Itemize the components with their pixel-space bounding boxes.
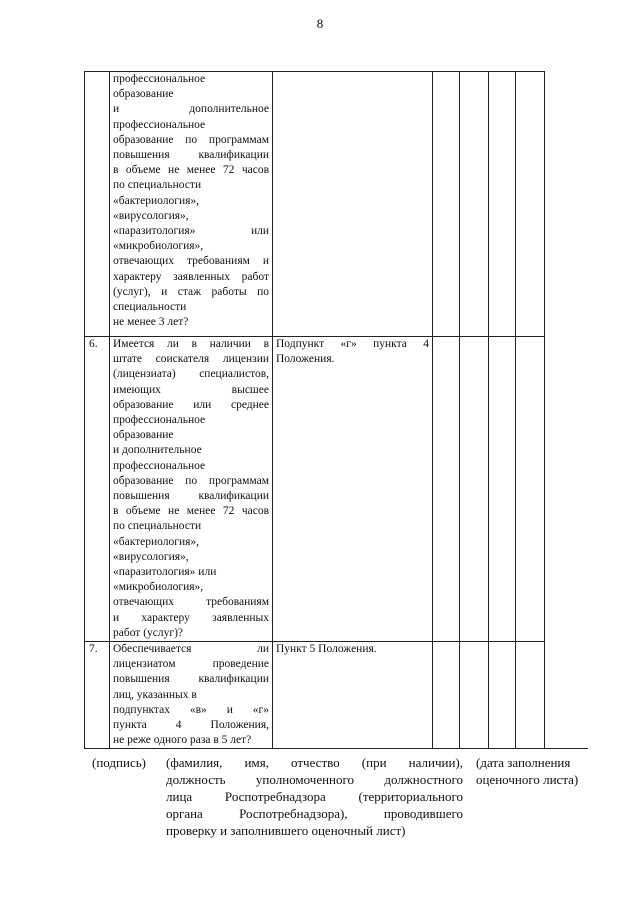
text-line: отвечающих требованиям: [113, 596, 269, 609]
text-line: и характеру заявленных: [113, 611, 269, 624]
text-line: «вирусология»,: [113, 209, 189, 222]
text-line: образование: [113, 429, 174, 442]
text-line: Обеспечивается ли: [113, 643, 269, 656]
text-line: профессиональное: [113, 118, 206, 131]
text-line: лица Роспотребнадзора (территориального: [166, 789, 463, 804]
text-line: работ (услуг)?: [113, 626, 184, 639]
text-line: «бактериология»,: [113, 535, 200, 548]
text-line: в объеме не менее 72 часов: [113, 164, 269, 177]
text-line: (услуг), и стаж работы по: [113, 285, 269, 298]
text-line: лиц, указанных в: [113, 688, 197, 701]
row-number: 7.: [85, 642, 110, 749]
text-line: по специальности: [113, 520, 202, 533]
date-caption: [476, 754, 606, 788]
text-line: образование или среднее: [113, 398, 269, 411]
text-line: оценочного листа): [476, 772, 579, 787]
text-line: в объеме не менее 72 часов: [113, 505, 269, 518]
table-row: [85, 72, 545, 337]
text-line: повышения квалификации: [113, 490, 269, 503]
text-line: «паразитология» или: [113, 566, 217, 579]
answer-na-cell[interactable]: [489, 337, 516, 642]
text-line: профессиональное: [113, 73, 206, 85]
text-line: пункта 4 Положения,: [113, 719, 269, 732]
text-line: Положения.: [276, 353, 335, 366]
answer-no-cell[interactable]: [460, 72, 489, 337]
table-row: [85, 337, 545, 642]
row-number: 6.: [85, 337, 110, 642]
row-number: [85, 72, 110, 337]
signature-label: (подпись): [92, 755, 146, 770]
requirement-question: [110, 337, 273, 642]
text-line: образование по программам: [113, 474, 269, 487]
text-line: (фамилия, имя, отчество (при наличии),: [166, 755, 463, 770]
answer-yes-cell[interactable]: [433, 72, 460, 337]
text-line: «бактериология»,: [113, 194, 200, 207]
legal-reference: [273, 72, 433, 337]
text-line: Пункт 5 Положения.: [276, 643, 377, 656]
answer-no-cell[interactable]: [460, 642, 489, 749]
text-line: образование: [113, 88, 174, 101]
notes-cell[interactable]: [516, 642, 545, 749]
requirement-question: [110, 642, 273, 749]
text-line: органа Роспотребнадзора), проводившего: [166, 806, 463, 821]
legal-reference: [273, 337, 433, 642]
text-line: «микробиология»,: [113, 240, 204, 253]
text-line: лицензиатом проведение: [113, 658, 269, 671]
notes-cell[interactable]: [516, 337, 545, 642]
text-line: «микробиология»,: [113, 581, 204, 594]
text-line: отвечающих требованиям и: [113, 255, 269, 268]
text-line: образование по программам: [113, 133, 269, 146]
name-line: [166, 748, 466, 749]
checklist-table: [84, 71, 545, 749]
text-line: специальности: [113, 301, 187, 314]
text-line: «вирусология»,: [113, 550, 189, 563]
text-line: и дополнительное: [113, 103, 269, 116]
text-line: имеющих высшее: [113, 383, 269, 396]
text-line: проверку и заполнившего оценочный лист): [166, 823, 406, 838]
text-line: (дата заполнения: [476, 755, 571, 770]
answer-no-cell[interactable]: [460, 337, 489, 642]
text-line: Подпункт «г» пункта 4: [276, 338, 429, 350]
answer-yes-cell[interactable]: [433, 337, 460, 642]
text-line: профессиональное: [113, 414, 206, 427]
legal-reference: [273, 642, 433, 749]
text-line: не реже одного раза в 5 лет?: [113, 734, 252, 747]
answer-yes-cell[interactable]: [433, 642, 460, 749]
notes-cell[interactable]: [516, 72, 545, 337]
text-line: (лицензиата) специалистов,: [113, 368, 269, 381]
text-line: должность уполномоченного должностного: [166, 772, 463, 787]
text-line: не менее 3 лет?: [113, 316, 189, 329]
text-line: повышения квалификации: [113, 149, 269, 162]
text-line: штате соискателя лицензии: [113, 353, 269, 366]
page-number: 8: [316, 16, 324, 31]
text-line: Имеется ли в наличии в: [113, 338, 269, 350]
text-line: подпунктах «в» и «г»: [113, 703, 269, 716]
answer-na-cell[interactable]: [489, 642, 516, 749]
text-line: повышения квалификации: [113, 673, 269, 686]
text-line: по специальности: [113, 179, 202, 192]
text-line: и дополнительное: [113, 444, 202, 457]
inspector-name-caption: [166, 754, 463, 839]
answer-na-cell[interactable]: [489, 72, 516, 337]
text-line: «паразитология» или: [113, 225, 269, 238]
requirement-question: [110, 72, 273, 337]
table-row: [85, 642, 545, 749]
text-line: характеру заявленных работ: [113, 270, 269, 283]
signature-line: [92, 748, 152, 749]
text-line: профессиональное: [113, 459, 206, 472]
date-line: [476, 748, 588, 749]
